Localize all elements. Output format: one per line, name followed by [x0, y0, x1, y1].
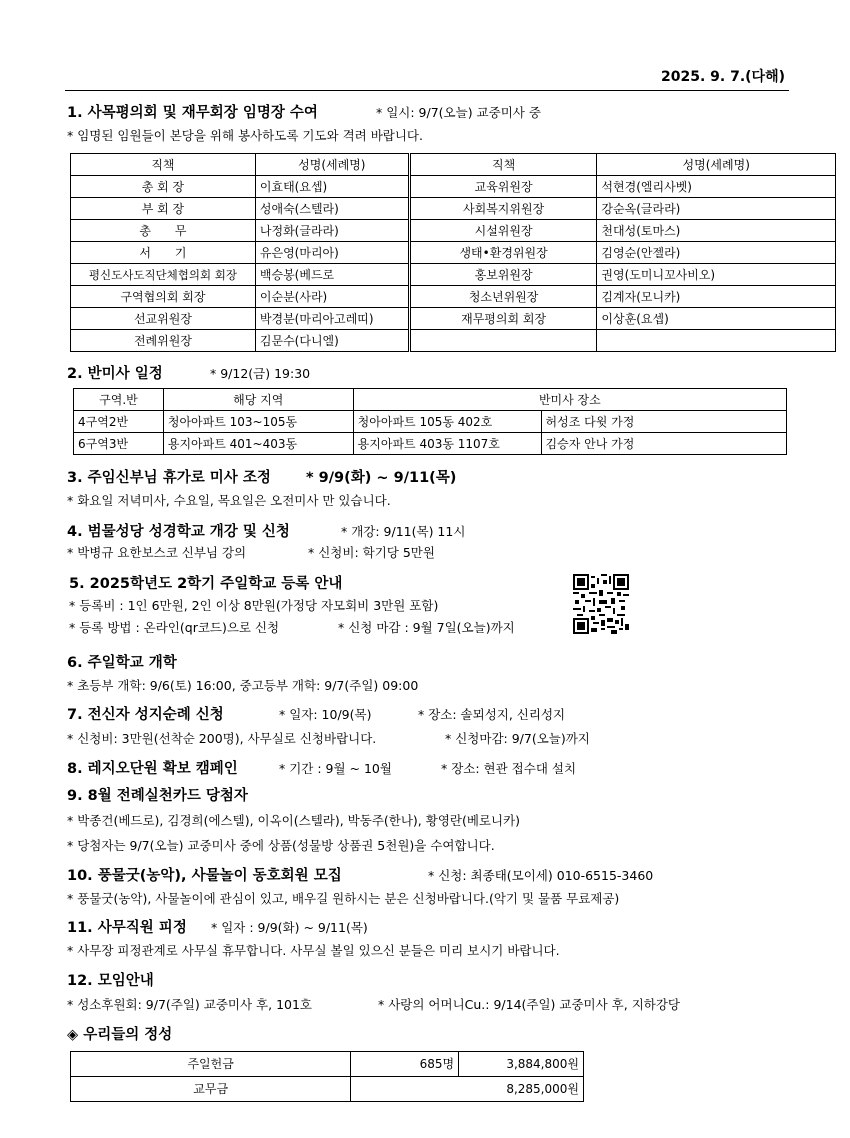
position-cell: 선교위원장	[71, 308, 256, 330]
name-cell: 김영순(안젤라)	[597, 242, 836, 264]
position-cell: 사회복지위원장	[409, 198, 597, 220]
position-cell: 평신도사도직단체협의회 회장	[71, 264, 256, 286]
name-cell: 강순옥(글라라)	[597, 198, 836, 220]
section-5-title: 5. 2025학년도 2학기 주일학교 등록 안내	[69, 576, 343, 592]
area-cell: 용지아파트 401~403동	[163, 433, 353, 455]
section-8-title: 8. 레지오단원 확보 캠페인	[67, 761, 238, 777]
section-1-desc: * 임명된 임원들이 본당을 위해 봉사하도록 기도와 격려 바랍니다.	[67, 128, 423, 143]
table-header-row	[74, 389, 787, 411]
section-9-desc-1: * 박종건(베드로), 김경희(에스텔), 이옥이(스텔라), 박동주(한나), 황영란(베로니카)	[67, 813, 521, 828]
position-cell	[409, 330, 597, 352]
table-row	[74, 411, 787, 433]
section-7-desc-1: * 신청비: 3만원(선착순 200명), 사무실로 신청바랍니다.	[67, 731, 377, 746]
table-row	[71, 176, 836, 198]
section-12-desc-2: * 사랑의 어머니Cu.: 9/14(주일) 교중미사 후, 지하강당	[378, 997, 680, 1012]
section-9-desc-2: * 당첨자는 9/7(오늘) 교중미사 중에 상품(성물방 상품권 5천원)을 수여합니다.	[67, 838, 495, 853]
table-row	[71, 264, 836, 286]
section-3-desc: * 화요일 저녁미사, 수요일, 목요일은 오전미사 만 있습니다.	[67, 493, 391, 508]
position-cell: 전례위원장	[71, 330, 256, 352]
section-11-note: * 일자 : 9/9(화) ~ 9/11(목)	[211, 920, 368, 935]
position-cell: 서 기	[71, 242, 256, 264]
position-cell: 시설위원장	[409, 220, 597, 242]
offering-label-cell: 교무금	[71, 1077, 351, 1102]
table-row	[71, 1052, 584, 1077]
position-cell: 총 회 장	[71, 176, 256, 198]
section-1-note: * 일시: 9/7(오늘) 교중미사 중	[376, 105, 541, 120]
section-4-note: * 개강: 9/11(목) 11시	[341, 524, 466, 539]
section-10-title: 10. 풍물굿(농악), 사물놀이 동호회원 모집	[67, 868, 342, 884]
header-cell: 해당 지역	[163, 389, 353, 411]
position-cell: 생태•환경위원장	[409, 242, 597, 264]
offering-label-cell: 주일헌금	[71, 1052, 351, 1077]
name-cell: 성애숙(스텔라)	[255, 198, 409, 220]
section-8-note-2: * 장소: 현관 접수대 설치	[441, 761, 577, 776]
venue-cell: 용지아파트 403동 1107호	[353, 433, 541, 455]
name-cell: 나정화(글라라)	[255, 220, 409, 242]
section-2-note: * 9/12(금) 19:30	[210, 366, 311, 381]
table-row	[71, 198, 836, 220]
table-row	[71, 1077, 584, 1102]
host-cell: 김승자 안나 가정	[541, 433, 786, 455]
position-cell: 홍보위원장	[409, 264, 597, 286]
area-cell: 청아아파트 103~105동	[163, 411, 353, 433]
header-cell: 직책	[71, 154, 256, 176]
section-3-title: 3. 주임신부님 휴가로 미사 조정	[67, 470, 271, 486]
section-10-desc: * 풍물굿(농악), 사물놀이에 관심이 있고, 배우길 원하시는 분은 신청바랍니다.(악기 및 물품 무료제공)	[67, 891, 620, 906]
header-cell: 성명(세례명)	[597, 154, 836, 176]
section-7-note-2: * 장소: 솔뫼성지, 신리성지	[418, 707, 566, 722]
name-cell: 김계자(모니카)	[597, 286, 836, 308]
section-1-title: 1. 사목평의회 및 재무회장 임명장 수여	[67, 105, 318, 121]
section-6-title: 6. 주일학교 개학	[67, 655, 177, 671]
section-5-desc-2b: * 신청 마감 : 9월 7일(오늘)까지	[338, 620, 515, 635]
name-cell: 박경분(마리아고레띠)	[255, 308, 409, 330]
name-cell: 김문수(다니엘)	[255, 330, 409, 352]
header-divider	[65, 90, 789, 91]
section-7-title: 7. 전신자 성지순례 신청	[67, 707, 224, 723]
section-7-desc-2: * 신청마감: 9/7(오늘)까지	[445, 731, 590, 746]
table-header-row	[71, 154, 836, 176]
section-4-title: 4. 범물성당 성경학교 개강 및 신청	[67, 524, 290, 540]
position-cell: 교육위원장	[409, 176, 597, 198]
section-4-desc-2: * 신청비: 학기당 5만원	[308, 545, 435, 560]
table-row	[71, 330, 836, 352]
offering-count-cell: 685명	[351, 1052, 459, 1077]
section-7-note-1: * 일자: 10/9(목)	[279, 707, 372, 722]
registration-qr-code[interactable]	[573, 574, 629, 634]
header-cell: 구역.반	[74, 389, 164, 411]
position-cell: 총 무	[71, 220, 256, 242]
bulletin-date: 2025. 9. 7.(다해)	[661, 69, 785, 85]
position-cell: 구역협의회 회장	[71, 286, 256, 308]
table-row	[71, 308, 836, 330]
section-11-desc: * 사무장 피정관계로 사무실 휴무합니다. 사무실 볼일 있으신 분들은 미리 보시기 바랍니다.	[67, 943, 560, 958]
section-3-note: * 9/9(화) ~ 9/11(목)	[306, 470, 457, 486]
position-cell: 청소년위원장	[409, 286, 597, 308]
name-cell	[597, 330, 836, 352]
name-cell: 천대성(토마스)	[597, 220, 836, 242]
offering-title: ◈ 우리들의 정성	[67, 1027, 173, 1043]
section-11-title: 11. 사무직원 피정	[67, 920, 187, 936]
section-9-title: 9. 8월 전례실천카드 당첨자	[67, 788, 248, 804]
table-row	[74, 433, 787, 455]
name-cell: 이상훈(요셉)	[597, 308, 836, 330]
section-5-desc-1: * 등록비 : 1인 6만원, 2인 이상 8만원(가정당 자모회비 3만원 포함)	[69, 598, 439, 613]
section-10-note: * 신청: 최종태(모이세) 010-6515-3460	[428, 868, 654, 883]
venue-cell: 청아아파트 105동 402호	[353, 411, 541, 433]
section-12-title: 12. 모임안내	[67, 973, 154, 989]
section-6-desc: * 초등부 개학: 9/6(토) 16:00, 중고등부 개학: 9/7(주일) 09:00	[67, 678, 419, 693]
table-row	[71, 242, 836, 264]
appointments-table	[70, 153, 836, 352]
section-4-desc-1: * 박병규 요한보스코 신부님 강의	[67, 545, 247, 560]
name-cell: 이순분(사라)	[255, 286, 409, 308]
position-cell: 부 회 장	[71, 198, 256, 220]
district-cell: 4구역2반	[74, 411, 164, 433]
host-cell: 허성조 다윗 가정	[541, 411, 786, 433]
section-8-note-1: * 기간 : 9월 ~ 10월	[279, 761, 392, 776]
group-mass-table	[73, 388, 787, 455]
section-2-title: 2. 반미사 일정	[67, 366, 163, 382]
table-row	[71, 286, 836, 308]
district-cell: 6구역3반	[74, 433, 164, 455]
header-cell: 성명(세례명)	[255, 154, 409, 176]
offering-amount-cell: 3,884,800원	[459, 1052, 584, 1077]
section-5-desc-2a: * 등록 방법 : 온라인(qr코드)으로 신청	[69, 620, 280, 635]
table-row	[71, 220, 836, 242]
offering-amount-cell: 8,285,000원	[351, 1077, 584, 1102]
name-cell: 유은영(마리아)	[255, 242, 409, 264]
name-cell: 백승봉(베드로	[255, 264, 409, 286]
name-cell: 석현경(엘리사벳)	[597, 176, 836, 198]
section-12-desc-1: * 성소후원회: 9/7(주일) 교중미사 후, 101호	[67, 997, 313, 1012]
position-cell: 재무평의회 회장	[409, 308, 597, 330]
header-cell: 직책	[409, 154, 597, 176]
name-cell: 이효태(요셉)	[255, 176, 409, 198]
name-cell: 권영(도미니꼬사비오)	[597, 264, 836, 286]
header-cell: 반미사 장소	[353, 389, 786, 411]
offering-table	[70, 1051, 584, 1102]
